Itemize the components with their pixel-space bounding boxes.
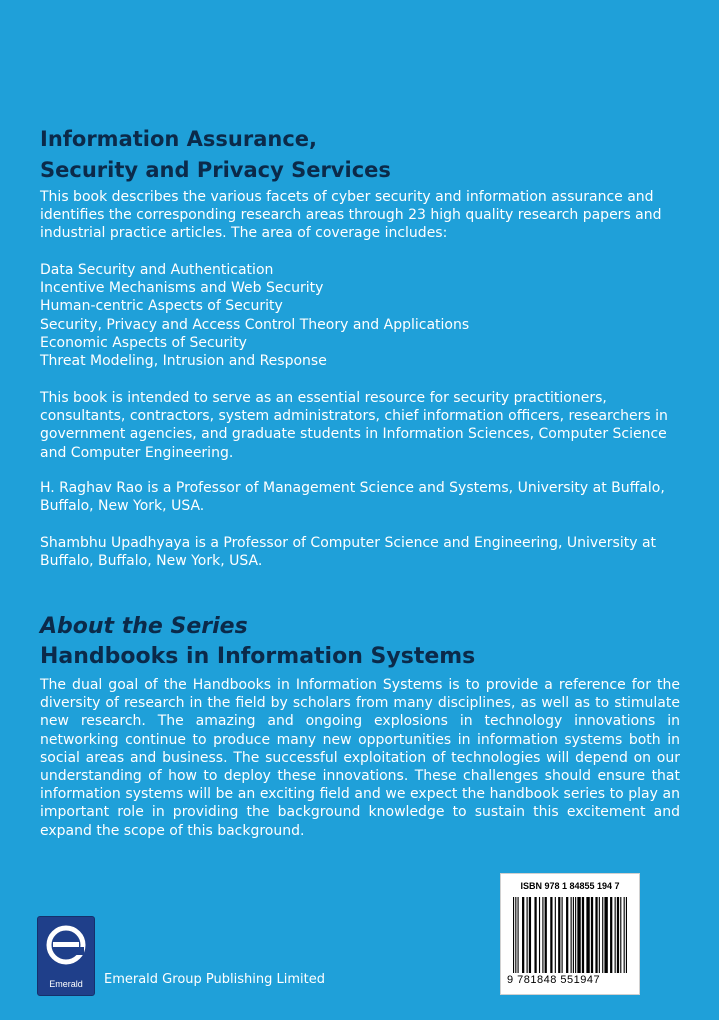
author-upadhyaya: Shambhu Upadhyaya is a Professor of Computer Science and Engineering, University at Buffalo, Buffalo, New York, USA. (40, 535, 657, 570)
series-kicker: About the Series (40, 614, 248, 639)
barcode-bar (620, 897, 621, 973)
publisher-name: Emerald Group Publishing Limited (104, 972, 325, 987)
barcode-digits: 9 781848 551947 (507, 974, 601, 986)
coverage-item: Security, Privacy and Access Control Theory and Applications (40, 316, 470, 333)
coverage-list (40, 261, 469, 370)
coverage-item: Economic Aspects of Security (40, 334, 247, 351)
barcode-bar (604, 897, 607, 973)
barcode-bar (522, 897, 524, 973)
barcode-bar (529, 897, 531, 973)
barcode-bar (617, 897, 619, 973)
barcode-bar (575, 897, 576, 973)
barcode-bar (615, 897, 616, 973)
barcode-bar (599, 897, 600, 973)
barcode-bar (562, 897, 563, 973)
barcode-bar (555, 897, 556, 973)
barcode-bar (534, 897, 536, 973)
emerald-e-icon (38, 917, 94, 977)
coverage-item: Human-centric Aspects of Security (40, 298, 283, 315)
isbn-label: ISBN 978 1 84855 194 7 (520, 881, 620, 891)
coverage-item: Data Security and Authentication (40, 262, 274, 278)
barcode-bar (591, 897, 593, 973)
isbn-barcode (500, 873, 640, 995)
barcode-bar (539, 897, 540, 973)
barcode-bar (602, 897, 603, 973)
coverage-item: Threat Modeling, Intrusion and Response (40, 353, 327, 370)
coverage-item: Incentive Mechanisms and Web Security (40, 280, 324, 297)
series-description: The dual goal of the Handbooks in Information Systems is to provide a reference for the diversity of research in the field by scholars from many disciplines, as well as to stimulate new research. The amazing and ongoing explosions in technology innovations in networking continue to produce many new opportunities in information systems both in social areas and business. The successful exploitation of technologies will depend on our understanding of how to deploy these innovations. These challenges should ensure that information systems will be an exciting field and we expect the handbook series to play an important role in providing the background knowledge to sustain this excitement and expand the scope of this background. (40, 677, 680, 839)
barcode-bar (573, 897, 574, 973)
barcode-bar (558, 897, 560, 973)
barcode-bar (513, 897, 514, 973)
barcode-bar (595, 897, 597, 973)
barcode-bar (586, 897, 589, 973)
barcode-bar (515, 897, 516, 973)
audience-paragraph: This book is intended to serve as an essential resource for security practitioners, consultants, contractors, system administrators, chief information officers, researchers in government agencies, and graduate students in Information Sciences, Computer Science and Computer Engineering. (40, 390, 668, 461)
logo-label: Emerald (49, 979, 83, 989)
book-intro: This book describes the various facets of cyber security and information assurance and identifies the corresponding research areas through 23 high quality research papers and industrial practice articles. The area of coverage includes: (40, 189, 662, 242)
book-title-line1: Information Assurance, (40, 127, 318, 151)
author-rao: H. Raghav Rao is a Professor of Management Science and Systems, University at Buffalo, Buffalo, New York, USA. (40, 480, 665, 515)
barcode-bar (542, 897, 543, 973)
barcode-bar (550, 897, 552, 973)
emerald-logo (37, 916, 95, 996)
book-title (40, 124, 391, 186)
barcode-bar (582, 897, 584, 973)
barcode-bar (577, 897, 580, 973)
barcode-bar (571, 897, 572, 973)
barcode-bar (518, 897, 519, 973)
barcode-bar (545, 897, 547, 973)
barcode-bar (566, 897, 568, 973)
barcode-bar (624, 897, 625, 973)
barcode-bar (626, 897, 627, 973)
book-title-line2: Security and Privacy Services (40, 158, 391, 182)
barcode-bars (513, 897, 627, 973)
series-title: Handbooks in Information Systems (40, 644, 476, 669)
barcode-bar (527, 897, 528, 973)
barcode-bar (610, 897, 612, 973)
